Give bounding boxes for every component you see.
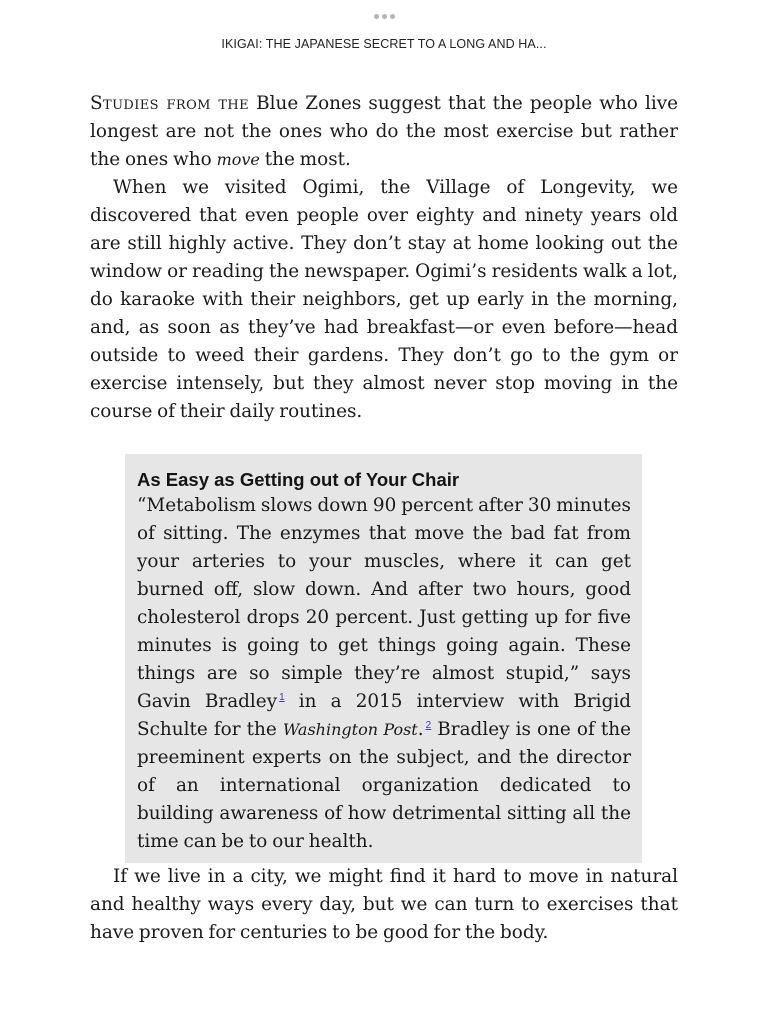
book-title: IKIGAI: THE JAPANESE SECRET TO A LONG AND HA... (221, 37, 547, 51)
small-caps-lead: Studies from the (90, 93, 250, 114)
footnote-link-2[interactable]: 2 (425, 719, 432, 731)
footnote-link-1[interactable]: 1 (279, 691, 285, 703)
sidebar-paragraph (137, 492, 631, 856)
sidebar-text: “Metabolism slows down 90 percent after 30 minutes of sitting. The enzymes that move the bad fat from your arteries to your muscles, where it can get burned off, slow down. And after two hours, good cholesterol drops 20 percent. Just getting up for five minutes is going to get things going again. These things are so simple they’re almost stupid,” says Gavin Bradley (137, 495, 631, 712)
sidebar-text: . (417, 719, 424, 740)
paragraph-intro (90, 90, 678, 174)
sidebar-text: Bradley is one of the preeminent experts on the subject, and the director of an international organization dedicated to building awareness of how detrimental sitting all the time can be to our health. (137, 719, 632, 852)
sidebar-text: in a 2015 interview with Brigid Schulte for the (137, 691, 631, 740)
paragraph-closing: If we live in a city, we might find it hard to move in natural and healthy ways every day, but we can turn to exercises that have proven for centuries to be good for the body. (90, 866, 678, 943)
paragraph-text: Blue Zones suggest that the people who live longest are not the ones who do the most exercise but rather the ones who (90, 93, 678, 170)
more-horizontal-icon[interactable] (0, 6, 768, 20)
dot (382, 14, 387, 19)
page-content (90, 90, 678, 947)
dot (390, 14, 395, 19)
emphasis-move: move (216, 150, 260, 169)
dot (374, 14, 379, 19)
sidebar-box (125, 454, 642, 863)
publication-name: Washington Post (282, 720, 418, 739)
sidebar-heading: As Easy as Getting out of Your Chair (137, 469, 460, 490)
paragraph-text: the most. (259, 149, 351, 170)
paragraph-ogimi: When we visited Ogimi, the Village of Longevity, we discovered that even people over eighty and ninety years old are still highly active. They don’t stay at home looking out the window or reading the newspaper. Ogimi’s residents walk a lot, do karaoke with their neighbors, get up early in the morning, and, as soon as they’ve had breakfast—or even before—head outside to weed their gardens. They don’t go to the gym or exercise intensely, but they almost never stop moving in the course of their daily routines. (90, 177, 678, 422)
